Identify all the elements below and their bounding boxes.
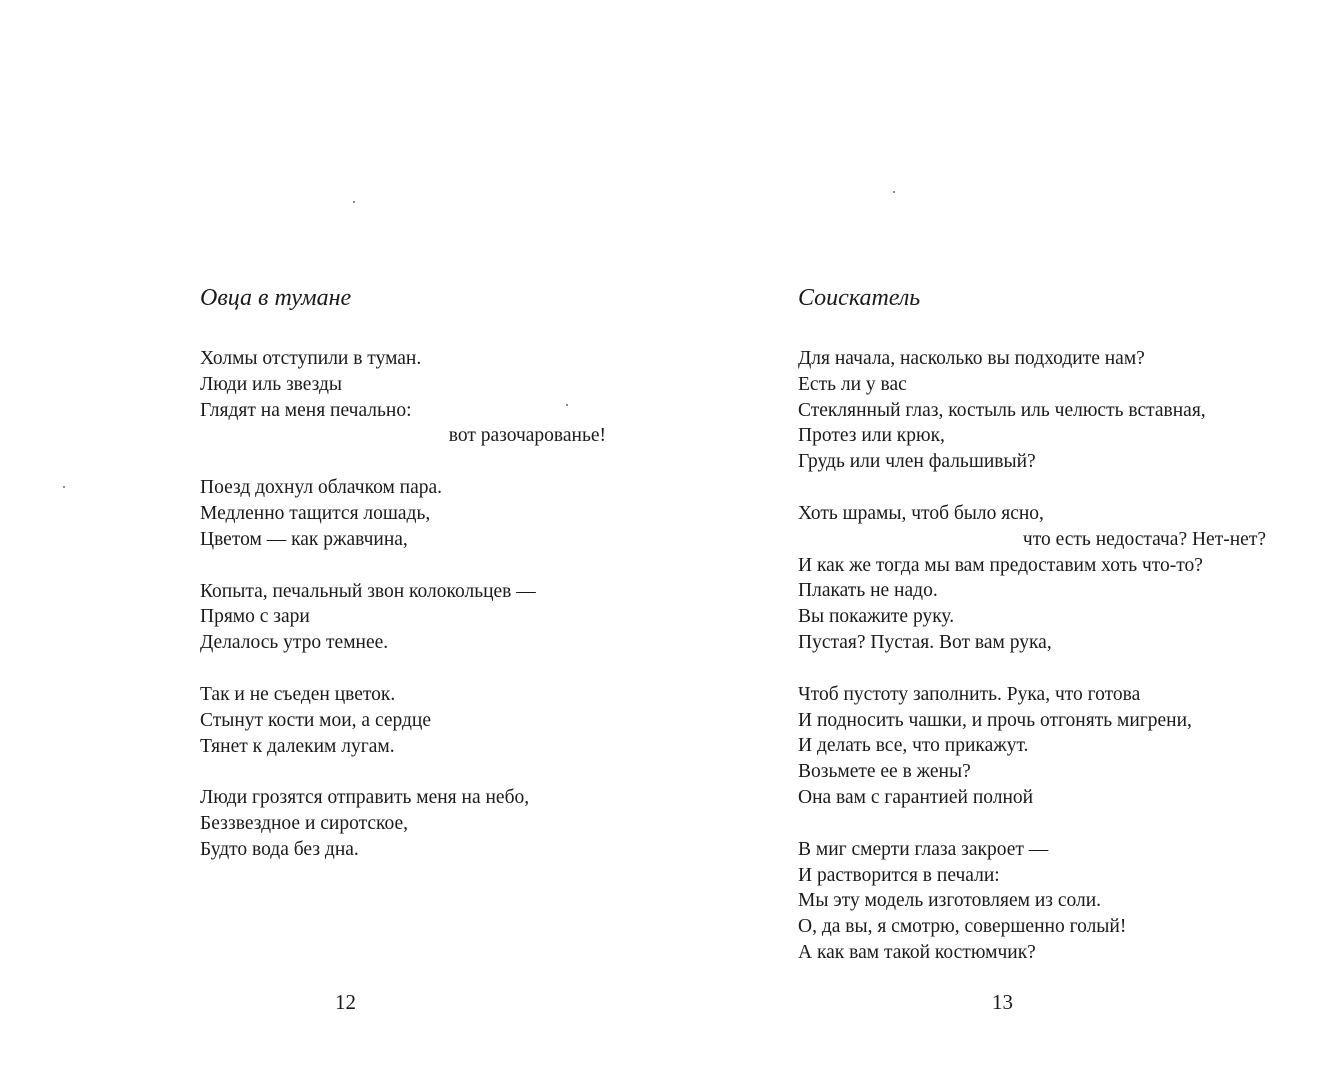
right-page xyxy=(670,0,1340,1080)
poem-line: Прямо с зари xyxy=(200,606,310,628)
stanza xyxy=(798,346,1278,475)
page-number: 13 xyxy=(992,990,1013,1014)
poem-line: Делалось утро темнее. xyxy=(200,632,389,654)
poem-line: В миг смерти глаза закроет — xyxy=(798,838,1049,860)
poem-line: Чтоб пустоту заполнить. Рука, что готова xyxy=(798,683,1141,705)
poem-line-indented: что есть недостача? Нет-нет? xyxy=(1022,528,1266,550)
stanza xyxy=(200,579,620,656)
poem-title: Овца в тумане xyxy=(200,285,352,311)
poem-line-indented: вот разочарованье! xyxy=(448,425,606,447)
poem-line: Плакать не надо. xyxy=(798,580,938,602)
poem-line: Она вам с гарантией полной xyxy=(798,786,1034,808)
poem-title: Соискатель xyxy=(798,285,921,311)
stanza xyxy=(798,837,1278,966)
stanza xyxy=(200,475,620,552)
poem-line: Медленно тащится лошадь, xyxy=(200,502,431,524)
stanza xyxy=(200,785,620,862)
scan-speck xyxy=(353,201,355,203)
poem-line: Стынут кости мои, а сердце xyxy=(200,709,432,731)
scan-speck xyxy=(63,486,65,488)
poem-line: Тянет к далеким лугам. xyxy=(200,735,395,757)
stanza xyxy=(798,682,1278,811)
poem-line: И подносить чашки, и прочь отгонять мигрени, xyxy=(798,709,1192,731)
page-number: 12 xyxy=(335,990,356,1014)
poem-line: Копыта, печальный звон колокольцев — xyxy=(200,580,536,602)
stanza xyxy=(200,682,620,759)
poem-line: Вы покажите руку. xyxy=(798,606,955,628)
poem-line: И растворится в печали: xyxy=(798,864,1000,886)
poem-line: Холмы отступили в туман. xyxy=(200,348,422,369)
poem-line: Есть ли у вас xyxy=(798,373,907,395)
poem-line: Так и не съеден цветок. xyxy=(200,683,396,705)
poem-line: Грудь или член фальшивый? xyxy=(798,451,1036,473)
scan-speck xyxy=(893,191,895,193)
stanza xyxy=(798,501,1278,656)
poem-line: Цветом — как ржавчина, xyxy=(200,528,408,550)
poem-line: А как вам такой костюмчик? xyxy=(798,941,1036,963)
poem-line: Люди иль звезды xyxy=(200,373,343,395)
poem-line: Пустая? Пустая. Вот вам рука, xyxy=(798,631,1052,653)
poem-line: Люди грозятся отправить меня на небо, xyxy=(200,787,530,809)
poem-line: Протез или крюк, xyxy=(798,425,945,447)
poem-body xyxy=(798,346,1278,992)
poem-line: О, да вы, я смотрю, совершенно голый! xyxy=(798,916,1127,938)
stanza xyxy=(200,346,620,449)
poem-line: Будто вода без дна. xyxy=(200,838,359,860)
poem-line: Поезд дохнул облачком пара. xyxy=(200,477,443,499)
poem-line: Беззвездное и сиротское, xyxy=(200,813,409,835)
poem-body xyxy=(200,346,620,889)
poem-line: И как же тогда мы вам предоставим хоть что-то? xyxy=(798,554,1203,576)
poem-line: Глядят на меня печально: xyxy=(200,399,412,421)
poem-line: Для начала, насколько вы подходите нам? xyxy=(798,348,1145,369)
poem-line: Стеклянный глаз, костыль иль челюсть вставная, xyxy=(798,399,1206,421)
poem-line: И делать все, что прикажут. xyxy=(798,735,1029,757)
poem-line: Хоть шрамы, чтоб было ясно, xyxy=(798,502,1044,524)
scan-speck xyxy=(566,404,568,406)
poem-line: Мы эту модель изготовляем из соли. xyxy=(798,890,1102,912)
poem-line: Возьмете ее в жены? xyxy=(798,761,971,783)
